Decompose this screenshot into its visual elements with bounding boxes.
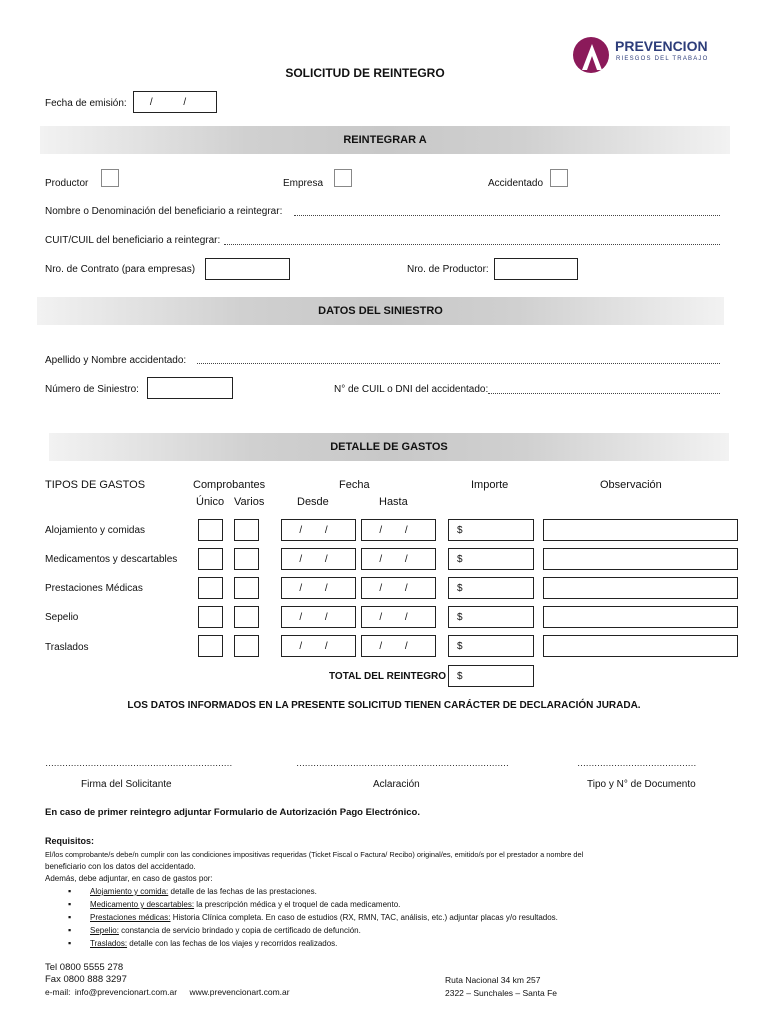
requisitos-line-2: beneficiario con los datos del accidentado.	[45, 862, 196, 871]
productor-checkbox[interactable]	[101, 169, 119, 187]
nombre-beneficiario-label: Nombre o Denominación del beneficiario a reintegrar:	[45, 206, 283, 217]
requisito-term: Alojamiento y comida:	[90, 887, 169, 896]
gasto-unico-checkbox[interactable]	[198, 635, 223, 657]
footer-tel: Tel 0800 5555 278	[45, 962, 124, 973]
nro-contrato-label: Nro. de Contrato (para empresas)	[45, 264, 196, 275]
gasto-observacion-field[interactable]	[543, 577, 738, 599]
cuit-beneficiario-label: CUIT/CUIL del beneficiario a reintegrar:	[45, 235, 221, 246]
accidentado-checkbox[interactable]	[550, 169, 568, 187]
nombre-beneficiario-field[interactable]	[294, 215, 720, 216]
requisito-text: detalle de las fechas de las prestaciones.	[168, 887, 317, 896]
gasto-desde-field[interactable]: / /	[281, 606, 356, 628]
cuil-dni-field[interactable]	[488, 393, 720, 394]
nro-contrato-field[interactable]	[205, 258, 290, 280]
gasto-desde-field[interactable]: / /	[281, 635, 356, 657]
requisitos-list	[68, 885, 558, 950]
section-siniestro	[37, 297, 724, 325]
gasto-observacion-field[interactable]	[543, 606, 738, 628]
fecha-emision-value: / /	[149, 96, 201, 108]
gasto-unico-checkbox[interactable]	[198, 606, 223, 628]
section-reintegrar-title: REINTEGRAR A	[343, 134, 427, 146]
section-gastos	[49, 433, 729, 461]
gasto-row-label: Alojamiento y comidas	[45, 525, 146, 536]
footer-direccion-2: 2322 – Sunchales – Santa Fe	[445, 988, 557, 998]
accidentado-label: Accidentado	[488, 178, 544, 189]
nro-productor-field[interactable]	[494, 258, 578, 280]
gasto-importe-field[interactable]: $	[448, 635, 534, 657]
section-gastos-title: DETALLE DE GASTOS	[330, 441, 448, 453]
requisito-text: constancia de servicio brindado y copia de certificado de defunción.	[118, 926, 361, 935]
header-tipos: TIPOS DE GASTOS	[45, 479, 146, 491]
fecha-emision-label: Fecha de emisión:	[45, 98, 127, 109]
gasto-hasta-field[interactable]: / /	[361, 519, 436, 541]
total-label: TOTAL DEL REINTEGRO	[329, 671, 447, 682]
firma-dots: …………………………………………………………	[45, 758, 232, 768]
gasto-varios-checkbox[interactable]	[234, 606, 259, 628]
footer-email-label: e-mail:	[45, 987, 71, 997]
gasto-row-label: Traslados	[45, 642, 89, 653]
gasto-row-label: Sepelio	[45, 612, 79, 623]
requisito-term: Traslados:	[90, 939, 128, 948]
section-reintegrar	[40, 126, 730, 154]
footer-direccion-1: Ruta Nacional 34 km 257	[445, 975, 541, 985]
numero-siniestro-label: Número de Siniestro:	[45, 384, 139, 395]
page-title: SOLICITUD DE REINTEGRO	[285, 66, 445, 80]
requisitos-title: Requisitos:	[45, 836, 95, 846]
gasto-row-label: Medicamentos y descartables	[45, 554, 178, 565]
gasto-importe-field[interactable]: $	[448, 548, 534, 570]
requisito-term: Sepelio:	[90, 926, 119, 935]
header-unico: Único	[196, 496, 225, 508]
gasto-unico-checkbox[interactable]	[198, 577, 223, 599]
gasto-importe-field[interactable]: $	[448, 519, 534, 541]
gasto-observacion-field[interactable]	[543, 519, 738, 541]
gasto-desde-field[interactable]: / /	[281, 548, 356, 570]
footer-email-link[interactable]: info@prevencionart.com.ar	[74, 987, 178, 997]
header-hasta: Hasta	[379, 496, 408, 508]
gasto-desde-field[interactable]: / /	[281, 577, 356, 599]
gasto-varios-checkbox[interactable]	[234, 635, 259, 657]
list-item	[68, 911, 558, 924]
list-item	[68, 937, 558, 950]
header-desde: Desde	[297, 496, 329, 508]
cuil-dni-label: N° de CUIL o DNI del accidentado:	[334, 384, 489, 395]
apellido-nombre-field[interactable]	[197, 363, 720, 364]
aclaracion-label: Aclaración	[373, 779, 420, 790]
cuit-beneficiario-field[interactable]	[224, 244, 720, 245]
gasto-varios-checkbox[interactable]	[234, 519, 259, 541]
list-item	[68, 924, 558, 937]
requisito-text: la prescripción médica y el troquel de cada medicamento.	[194, 900, 401, 909]
gasto-hasta-field[interactable]: / /	[361, 548, 436, 570]
list-item	[68, 898, 558, 911]
empresa-checkbox[interactable]	[334, 169, 352, 187]
total-field[interactable]: $	[448, 665, 534, 687]
requisitos-line-3: Además, debe adjuntar, en caso de gastos por:	[45, 874, 213, 883]
numero-siniestro-field[interactable]	[147, 377, 233, 399]
requisito-term: Prestaciones médicas:	[90, 913, 171, 922]
gasto-row-label: Prestaciones Médicas	[45, 583, 143, 594]
empresa-label: Empresa	[283, 178, 324, 189]
gasto-observacion-field[interactable]	[543, 635, 738, 657]
section-siniestro-title: DATOS DEL SINIESTRO	[318, 305, 443, 317]
header-comprobantes: Comprobantes	[193, 479, 266, 491]
documento-dots: ……………………………………	[577, 758, 696, 768]
footer-web-link[interactable]: www.prevencionart.com.ar	[189, 987, 290, 997]
footer-contact	[45, 987, 290, 997]
fecha-emision-field[interactable]	[133, 91, 217, 113]
nro-productor-label: Nro. de Productor:	[407, 264, 489, 275]
gasto-varios-checkbox[interactable]	[234, 548, 259, 570]
requisito-term: Medicamento y descartables:	[90, 900, 195, 909]
header-varios: Varios	[234, 496, 265, 508]
gasto-unico-checkbox[interactable]	[198, 548, 223, 570]
requisito-text: detalle con las fechas de los viajes y recorridos realizados.	[127, 939, 338, 948]
header-importe: Importe	[471, 479, 509, 491]
requisitos-line-1: El/los comprobante/s debe/n cumplir con las condiciones impositivas requeridas (Ticket Fiscal o Factura/ Recibo) original/es, emitido/s por el prestador a nombre del	[45, 850, 584, 859]
nota-primer-reintegro: En caso de primer reintegro adjuntar Formulario de Autorización Pago Electrónico.	[45, 807, 420, 818]
requisito-text: Historia Clínica completa. En caso de estudios (RX, RMN, TAC, análisis, etc.) adjuntar placas y/o resultados.	[170, 913, 558, 922]
gasto-hasta-field[interactable]: / /	[361, 577, 436, 599]
tipo-documento-label: Tipo y N° de Documento	[587, 779, 696, 790]
productor-label: Productor	[45, 178, 89, 189]
gasto-varios-checkbox[interactable]	[234, 577, 259, 599]
gasto-observacion-field[interactable]	[543, 548, 738, 570]
footer-fax: Fax 0800 888 3297	[45, 974, 127, 985]
gasto-hasta-field[interactable]: / /	[361, 606, 436, 628]
gasto-hasta-field[interactable]: / /	[361, 635, 436, 657]
logo-brand: PREVENCION	[615, 38, 708, 54]
gasto-unico-checkbox[interactable]	[198, 519, 223, 541]
gasto-desde-field[interactable]: / /	[281, 519, 356, 541]
firma-solicitante-label: Firma del Solicitante	[81, 779, 172, 790]
apellido-nombre-label: Apellido y Nombre accidentado:	[45, 355, 187, 366]
aclaracion-dots: …………………………………………………………………	[296, 758, 509, 768]
header-fecha: Fecha	[339, 479, 370, 491]
logo-tagline: RIESGOS DEL TRABAJO	[616, 56, 709, 62]
gasto-importe-field[interactable]: $	[448, 606, 534, 628]
declaracion-jurada: LOS DATOS INFORMADOS EN LA PRESENTE SOLICITUD TIENEN CARÁCTER DE DECLARACIÓN JURADA.	[127, 700, 641, 711]
gasto-importe-field[interactable]: $	[448, 577, 534, 599]
header-observacion: Observación	[600, 479, 662, 491]
list-item	[68, 885, 558, 898]
